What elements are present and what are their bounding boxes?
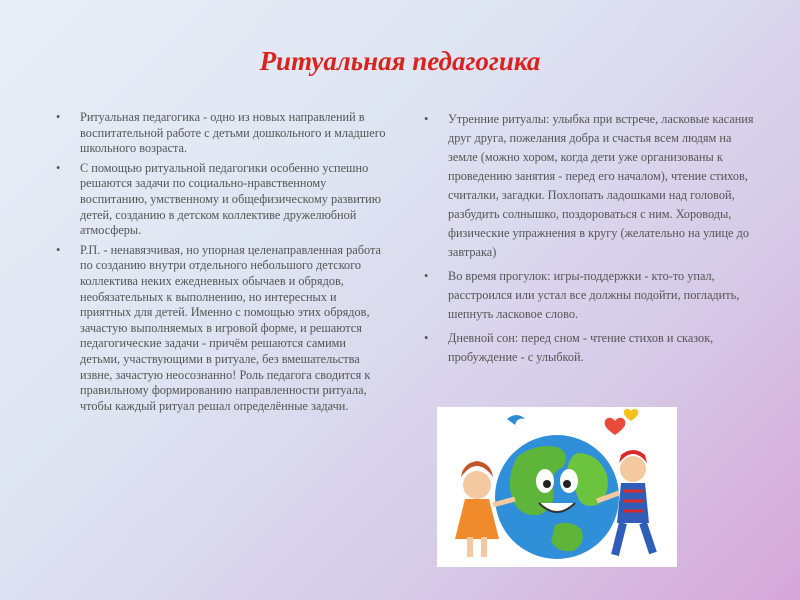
- list-item-text: С помощью ритуальной педагогики особенно успешно решаются задачи по социально-нравственному воспитанию, умственному и общефизическому развитию детей, созданию в детском коллективе дружелюбной атмосферы.: [80, 160, 381, 238]
- globe-with-children-illustration: [437, 407, 677, 567]
- bullet-icon: •: [56, 160, 61, 175]
- right-bullet-list: [424, 110, 764, 372]
- list-item: [424, 267, 764, 324]
- list-item: [56, 161, 388, 239]
- list-item-text: Во время прогулок: игры-поддержки - кто-то упал, расстроился или устал все должны подойти, погладить, шепнуть ласковое слово.: [448, 269, 740, 321]
- bird-icon: [507, 415, 525, 425]
- bullet-icon: •: [424, 331, 429, 345]
- left-bullet-list: [56, 110, 388, 418]
- bullet-icon: •: [56, 110, 61, 124]
- bullet-icon: •: [424, 269, 429, 283]
- list-item-text: Р.П. - ненавязчивая, но упорная целенаправленная работа по созданию внутри отдельного небольшого детского коллектива неких ежедневных обычаев и обрядов, необязательных к выполнению, но интересных и приятных для детей. Именно с помощью этих обрядов, зачастую выполняемых в игровой форме, и решаются педагогические задачи - причём решаются самими детьми, участвующими в ритуале, без вмешательства извне, зачастую неосознанно! Роль педагога сводится к правильному формированию направленности ритуала, чтобы каждый ритуал решал определённые задачи.: [80, 242, 381, 413]
- bullet-icon: •: [56, 242, 61, 257]
- list-item-text: Дневной сон: перед сном - чтение стихов и сказок, пробуждение - с улыбкой.: [448, 331, 714, 364]
- list-item: [424, 329, 764, 367]
- heart-icon: [605, 418, 626, 435]
- bullet-icon: •: [424, 112, 429, 126]
- slide-title: Ритуальная педагогика: [259, 46, 541, 76]
- list-item: [56, 243, 388, 415]
- list-item: [424, 110, 764, 262]
- list-item-text: Утренние ритуалы: улыбка при встрече, ласковые касания друг друга, пожелания добра и счастья всем людям на земле (можно хором, когда дети уже организованы к проведению занятия - перед его началом), чтение стихов, считалки, загадки. Похлопать ладошками над головой, разбудить солнышко, поздороваться с ним. Хороводы, физические упражнения в кругу (желательно на улице до завтрака): [448, 112, 754, 259]
- list-item: [56, 110, 388, 157]
- heart-icon: [624, 409, 638, 421]
- list-item-text: Ритуальная педагогика - одно из новых направлений в воспитательной работе с детьми дошкольного и младшего школьного возраста.: [80, 110, 386, 156]
